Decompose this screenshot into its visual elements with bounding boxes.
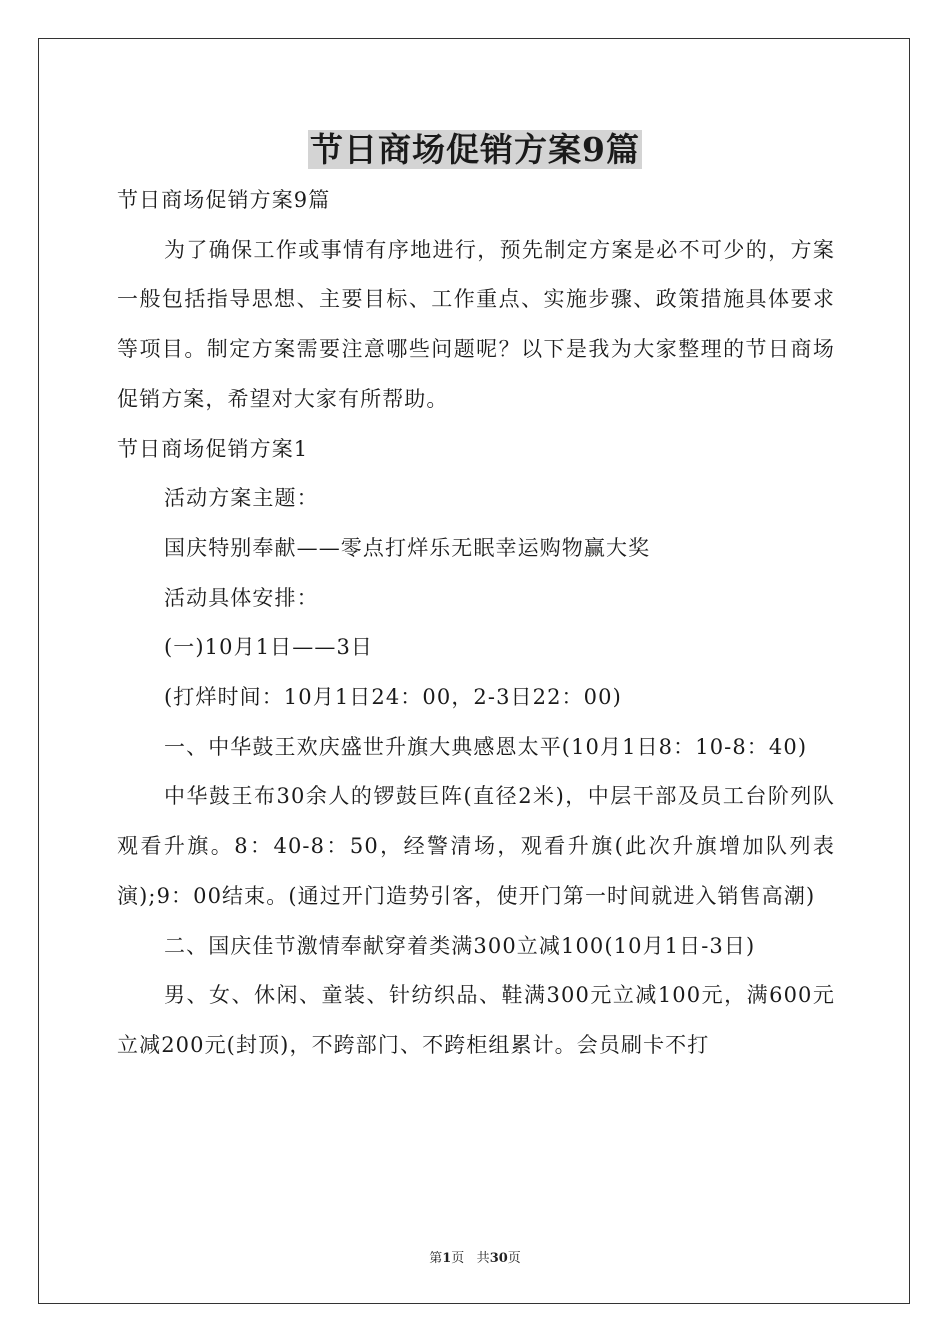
intro-paragraph: 为了确保工作或事情有序地进行，预先制定方案是必不可少的，方案一般包括指导思想、主要目标、工作重点、实施步骤、政策措施具体要求等项目。制定方案需要注意哪些问题呢？以下是我为大家整理的节日商场促销方案，希望对大家有所帮助。 bbox=[117, 237, 835, 411]
item-two-heading: 二、国庆佳节激情奉献穿着类满300立减100(10月1日-3日) bbox=[164, 933, 756, 958]
footer-page-number: 1 bbox=[442, 1251, 452, 1266]
item-one-body: 中华鼓王布30余人的锣鼓巨阵(直径2米)，中层干部及员工台阶列队观看升旗。8：40-8：50，经警清场，观看升旗(此次升旗增加队列表演);9：00结束。(通过开门造势引客，使开门第一时间就进入销售高潮) bbox=[117, 784, 835, 908]
document-title bbox=[0, 128, 950, 172]
item-one-heading: 一、中华鼓王欢庆盛世升旗大典感恩太平(10月1日8：10-8：40) bbox=[164, 734, 808, 759]
footer-page-suffix: 页 bbox=[451, 1251, 465, 1266]
closing-time: (打烊时间：10月1日24：00，2-3日22：00) bbox=[164, 685, 622, 710]
document-title-text: 节日商场促销方案9篇 bbox=[310, 130, 640, 169]
footer-total-prefix: 共 bbox=[476, 1251, 490, 1266]
item-two-body: 男、女、休闲、童装、针纺织品、鞋满300元立减100元，满600元立减200元(封顶)，不跨部门、不跨柜组累计。会员刷卡不打 bbox=[117, 983, 835, 1057]
subtitle-line: 节日商场促销方案9篇 bbox=[117, 188, 331, 212]
theme-label: 活动方案主题： bbox=[164, 486, 319, 511]
footer-total-pages: 30 bbox=[489, 1251, 508, 1266]
footer-total-suffix: 页 bbox=[507, 1251, 521, 1266]
schedule-label: 活动具体安排： bbox=[164, 585, 319, 610]
date-range: (一)10月1日——3日 bbox=[164, 635, 374, 660]
page-footer bbox=[0, 1247, 950, 1266]
theme-text: 国庆特别奉献——零点打烊乐无眠幸运购物赢大奖 bbox=[164, 535, 651, 560]
footer-page-prefix: 第 bbox=[429, 1251, 443, 1266]
document-body bbox=[117, 176, 835, 1071]
section-heading: 节日商场促销方案1 bbox=[117, 436, 309, 461]
